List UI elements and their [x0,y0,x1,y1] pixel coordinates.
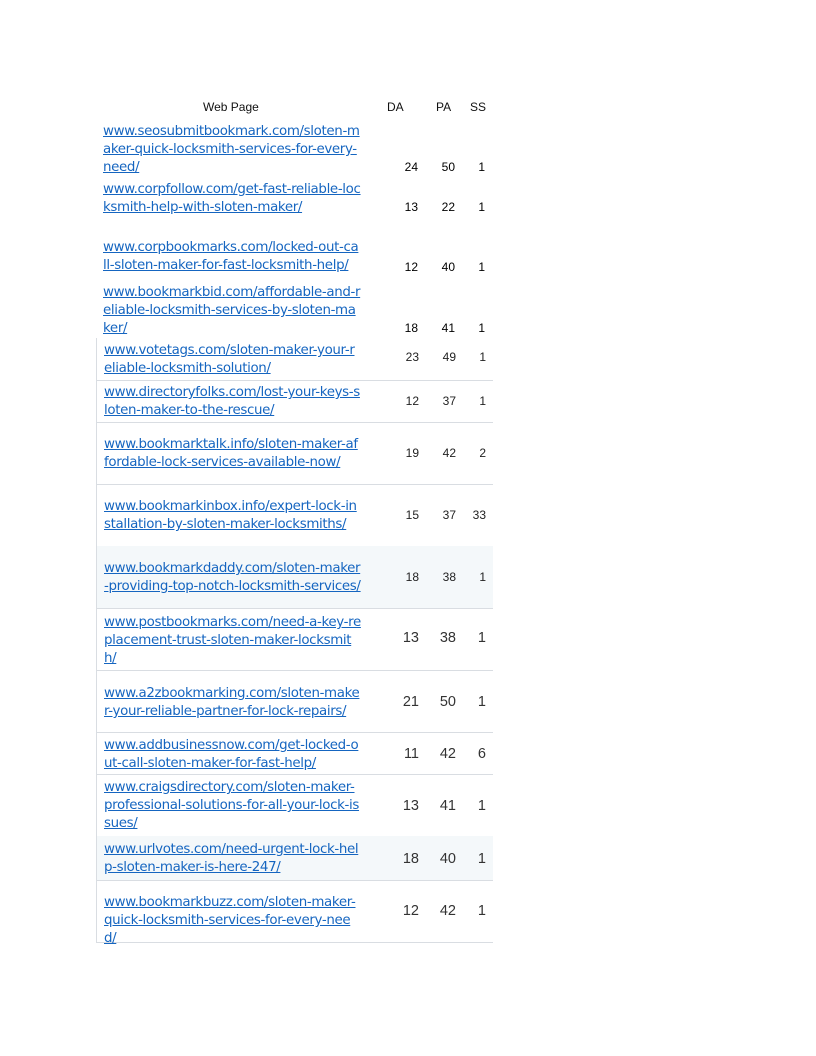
pa-value: 38 [439,630,456,646]
header-web-page: Web Page [203,100,259,114]
url-link[interactable]: www.a2zbookmarking.com/sloten-maker-your-reliable-partner-for-lock-repairs/ [104,686,360,719]
ss-value: 1 [478,260,485,274]
pa-value: 22 [441,200,455,214]
da-value: 12 [404,260,418,274]
url-link[interactable]: www.bookmarkbuzz.com/sloten-maker-quick-locksmith-services-for-every-need/ [104,895,356,946]
table-row [96,338,493,381]
pa-value: 50 [441,160,455,174]
da-value: 18 [404,321,418,335]
url-link[interactable]: www.votetags.com/sloten-maker-your-reliable-locksmith-solution/ [104,343,355,376]
table-row [96,774,493,837]
url-link[interactable]: www.postbookmarks.com/need-a-key-replacement-trust-sloten-maker-locksmith/ [104,615,361,666]
table-row [96,380,493,423]
pa-value: 50 [439,694,456,710]
da-value: 15 [405,508,419,522]
pa-value: 37 [442,394,456,408]
table-row [96,836,493,881]
url-link[interactable]: www.urlvotes.com/need-urgent-lock-help-sloten-maker-is-here-247/ [104,842,359,875]
table-row [96,122,492,178]
pa-value: 41 [439,798,456,814]
url-link[interactable]: www.addbusinessnow.com/get-locked-out-call-sloten-maker-for-fast-help/ [104,738,359,771]
table-row [96,546,493,609]
url-link[interactable]: www.craigsdirectory.com/sloten-maker-professional-solutions-for-all-your-lock-issues/ [104,780,360,831]
url-link[interactable]: www.bookmarkinbox.info/expert-lock-installation-by-sloten-maker-locksmiths/ [104,499,357,532]
ss-value: 1 [478,160,485,174]
ss-value: 6 [477,746,486,762]
ss-value: 1 [477,694,486,710]
header-ss: SS [470,100,487,114]
ss-value: 1 [478,321,485,335]
pa-value: 40 [439,851,456,867]
pa-value: 37 [442,508,456,522]
da-value: 18 [402,851,419,867]
header-da: DA [387,100,404,114]
da-value: 12 [405,394,419,408]
da-value: 13 [402,630,419,646]
table-row [96,422,493,485]
ss-value: 1 [477,630,486,646]
pa-value: 42 [439,746,456,762]
url-link[interactable]: www.seosubmitbookmark.com/sloten-maker-quick-locksmith-services-for-every-need/ [103,124,360,175]
table-row [96,283,492,338]
ss-value: 1 [479,570,486,584]
pa-value: 49 [442,350,456,364]
ss-value: 1 [477,903,486,919]
url-link[interactable]: www.corpfollow.com/get-fast-reliable-locksmith-help-with-sloten-maker/ [103,182,361,215]
table-row [96,880,493,946]
da-value: 21 [402,694,419,710]
table-row [96,484,493,547]
da-value: 24 [404,160,418,174]
pa-value: 38 [442,570,456,584]
ss-value: 1 [479,394,486,408]
url-link[interactable]: www.bookmarkbid.com/affordable-and-reliable-locksmith-services-by-sloten-maker/ [103,285,361,336]
url-link[interactable]: www.directoryfolks.com/lost-your-keys-sloten-maker-to-the-rescue/ [104,385,360,418]
header-pa: PA [436,100,452,114]
table-row [96,238,492,280]
pa-value: 42 [439,903,456,919]
da-value: 23 [405,350,419,364]
url-link[interactable]: www.bookmarkdaddy.com/sloten-maker-providing-top-notch-locksmith-services/ [104,561,361,594]
da-value: 19 [405,446,419,460]
pa-value: 41 [441,321,455,335]
table-row [96,670,493,733]
da-value: 12 [402,903,419,919]
da-value: 18 [405,570,419,584]
ss-value: 1 [478,200,485,214]
da-value: 11 [403,746,419,762]
ss-value: 1 [477,851,486,867]
ss-value: 2 [479,446,486,460]
da-value: 13 [402,798,419,814]
pa-value: 42 [442,446,456,460]
ss-value: 1 [477,798,486,814]
ss-value: 33 [472,508,486,522]
pa-value: 40 [441,260,455,274]
ss-value: 1 [479,350,486,364]
table-row [96,732,493,775]
url-link[interactable]: www.bookmarktalk.info/sloten-maker-affordable-lock-services-available-now/ [104,437,358,470]
table-row [96,608,493,671]
url-link[interactable]: www.corpbookmarks.com/locked-out-call-sloten-maker-for-fast-locksmith-help/ [103,240,359,273]
table-row [96,180,492,238]
da-value: 13 [404,200,418,214]
